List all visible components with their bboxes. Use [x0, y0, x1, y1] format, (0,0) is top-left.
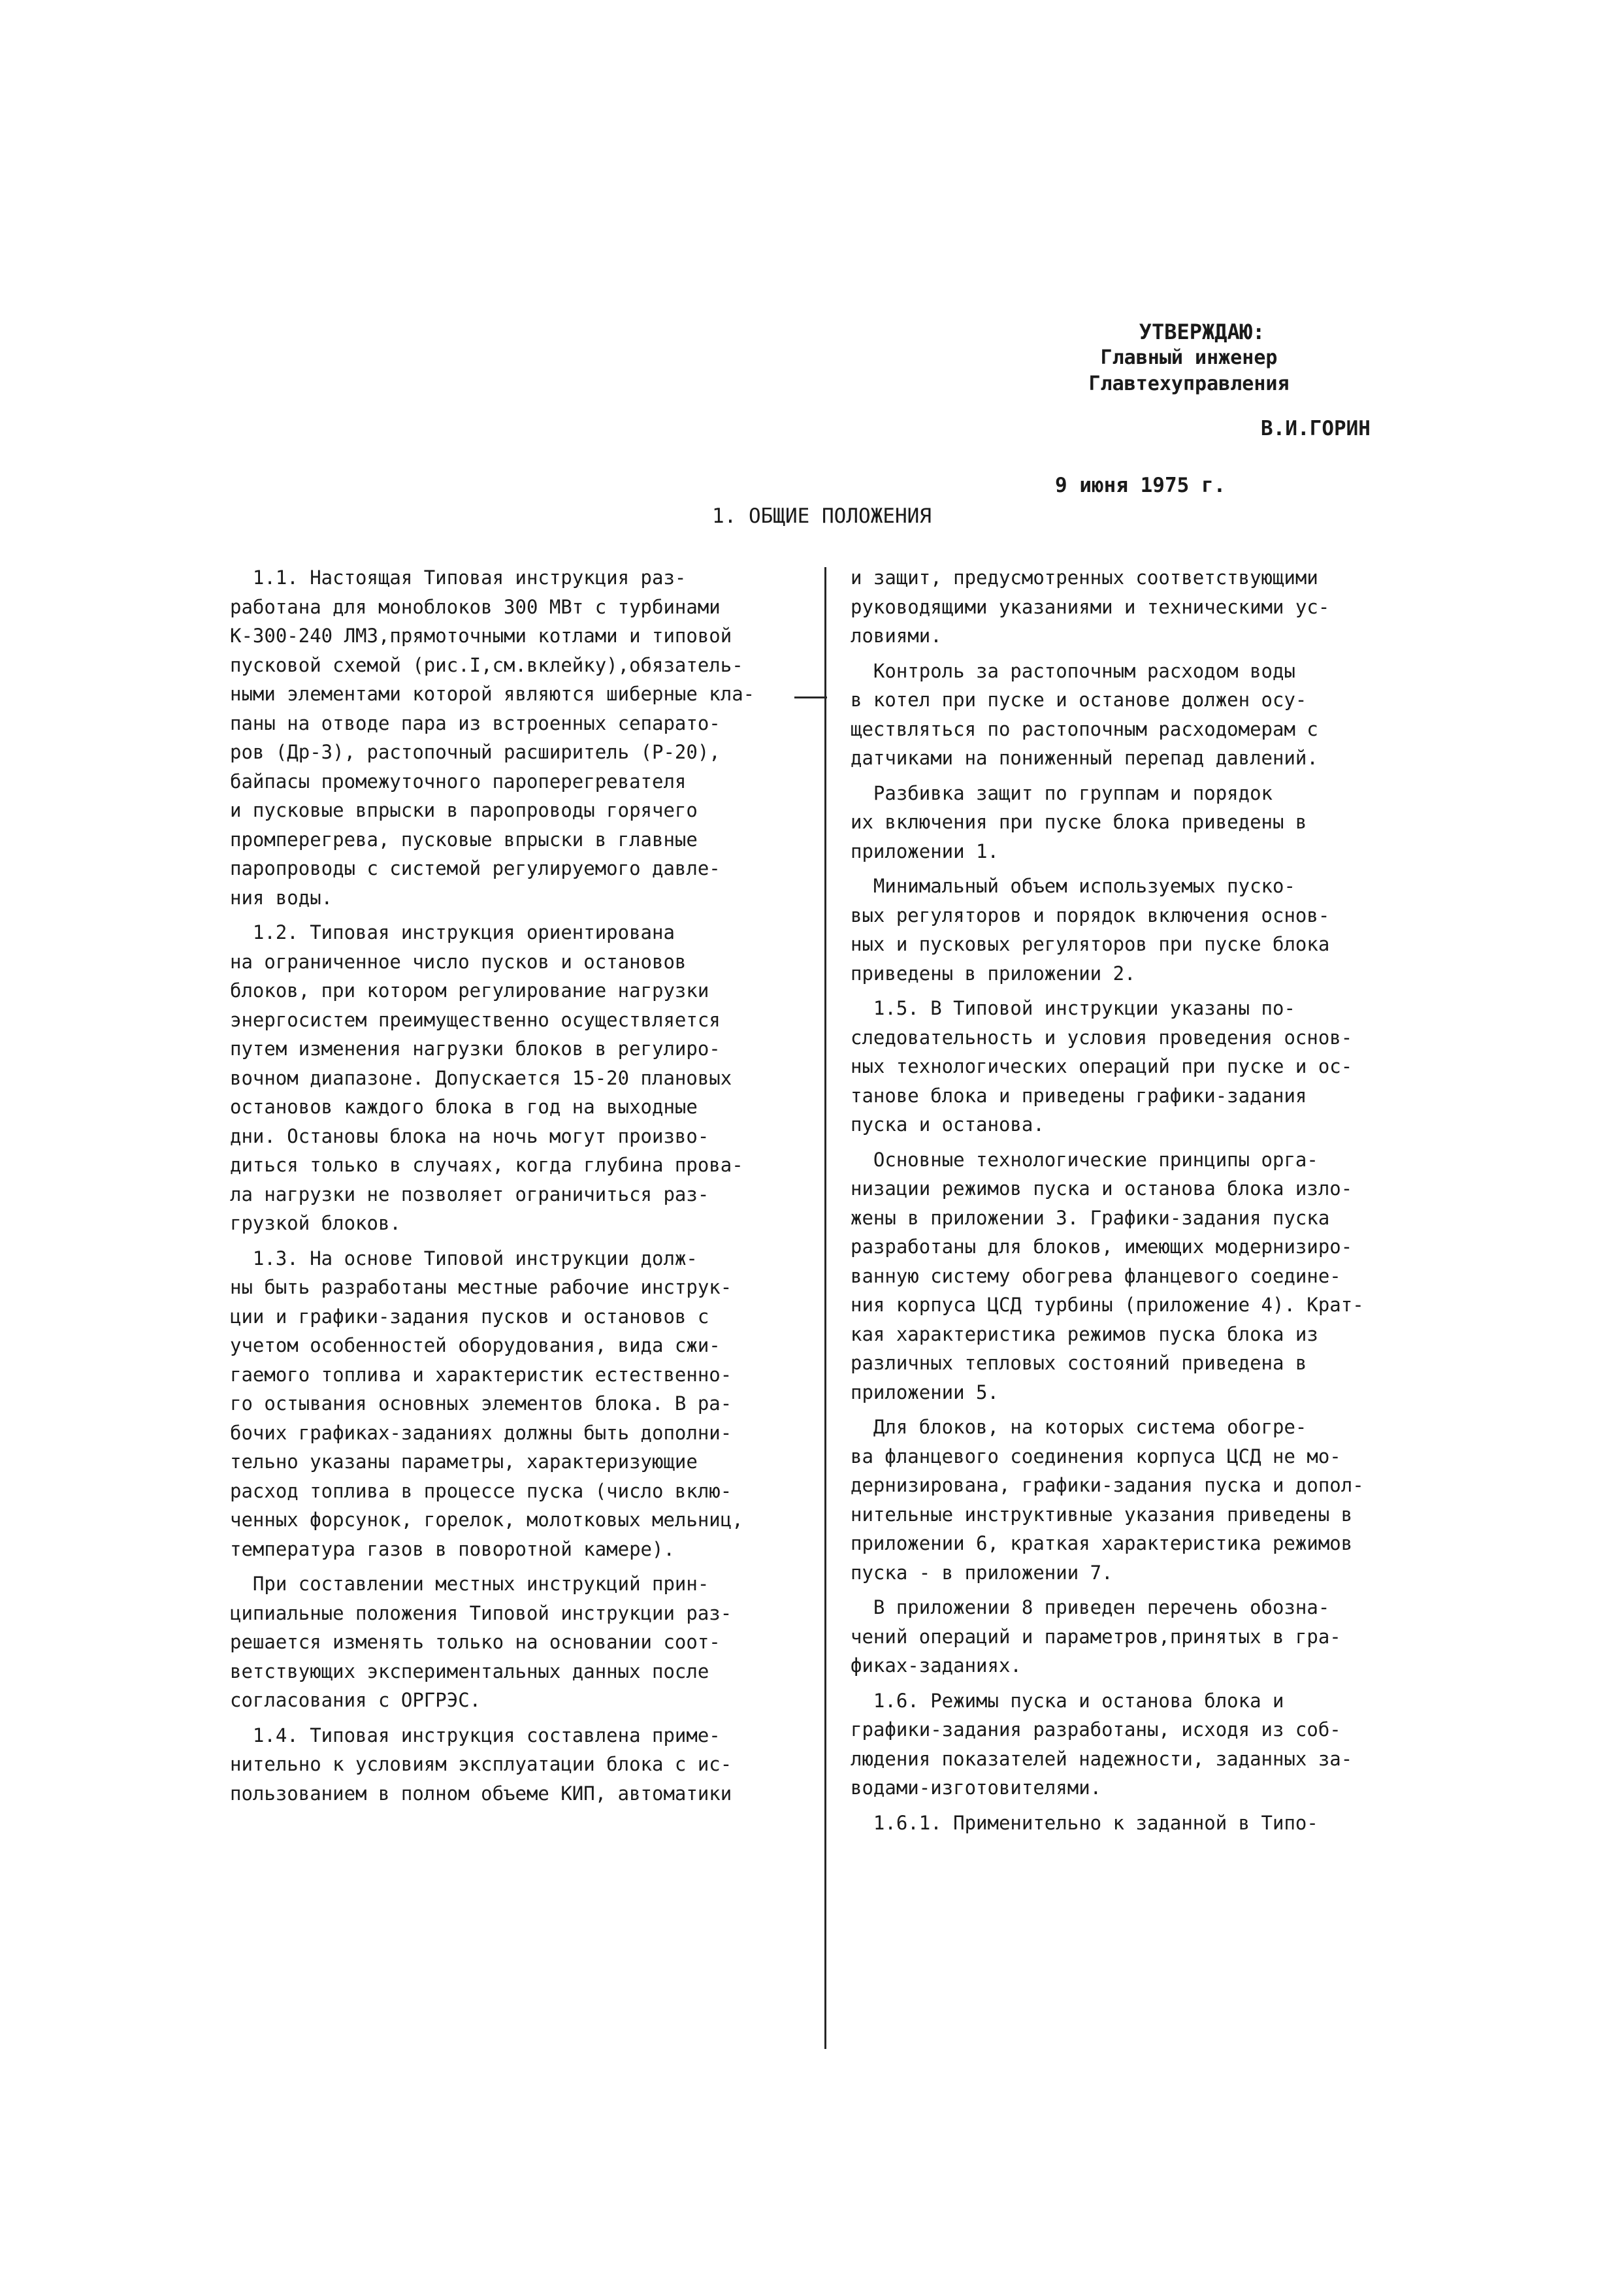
- text-line: пусковой схемой (рис.I,см.вклейку),обязатель-: [230, 653, 743, 676]
- text-line: температура газов в поворотной камере).: [230, 1537, 675, 1560]
- text-line: приведены в приложении 2.: [851, 962, 1136, 985]
- text-line: энергосистем преимущественно осуществляется: [230, 1008, 721, 1031]
- paragraph-gap: [851, 1587, 1425, 1593]
- paragraph-gap: [851, 1407, 1425, 1413]
- text-line: Контроль за растопочным расходом воды: [851, 659, 1295, 682]
- text-line: фиках-заданиях.: [851, 1654, 1022, 1677]
- paragraph-gap: [851, 1680, 1425, 1686]
- text-line: разработаны для блоков, имеющих модернизиро-: [851, 1236, 1353, 1258]
- text-line: ченных форсунок, горелок, молотковых мельниц,: [230, 1509, 743, 1531]
- paragraph-gap: [851, 1139, 1425, 1145]
- text-line: дни. Остановы блока на ночь могут произво-: [230, 1124, 709, 1147]
- text-line: В приложении 8 приведен перечень обозна-: [851, 1596, 1330, 1618]
- text-line: ции и графики-задания пусков и остановов с: [230, 1305, 709, 1328]
- text-line: приложении 5.: [851, 1381, 999, 1403]
- text-line: Минимальный объем используемых пуско-: [851, 875, 1295, 897]
- text-line: ловиями.: [851, 625, 942, 647]
- text-line: паны на отводе пара из встроенных сепарато-: [230, 712, 721, 734]
- text-line: датчиками на пониженный перепад давлений.: [851, 747, 1318, 769]
- text-line: приложении 1.: [851, 840, 999, 862]
- right-text-column: [851, 563, 1425, 1837]
- text-line: пуска - в приложении 7.: [851, 1561, 1113, 1584]
- text-line: ния корпуса ЦСД турбины (приложение 4). Крат-: [851, 1294, 1364, 1316]
- text-line: и пусковые впрыски в паропроводы горячего: [230, 799, 698, 821]
- text-line: различных тепловых состояний приведена в: [851, 1352, 1307, 1374]
- paragraph-gap: [851, 988, 1425, 994]
- text-line: пуска и останова.: [851, 1113, 1045, 1136]
- paragraph-gap: [851, 1803, 1425, 1809]
- text-line: кая характеристика режимов пуска блока из: [851, 1322, 1318, 1345]
- text-line: 1.4. Типовая инструкция составлена приме-: [230, 1724, 721, 1746]
- text-line: приложении 6, краткая характеристика режимов: [851, 1532, 1353, 1554]
- text-line: ципиальные положения Типовой инструкции раз-: [230, 1601, 732, 1624]
- approval-block: [980, 319, 1398, 397]
- text-line: Для блоков, на которых система обогре-: [851, 1416, 1307, 1438]
- text-line: решается изменять только на основании соот-: [230, 1631, 721, 1653]
- approval-date: 9 июня 1975 г.: [1055, 474, 1226, 497]
- text-line: ществляться по растопочным расходомерам с: [851, 717, 1318, 740]
- text-line: ванную систему обогрева фланцевого соедине-: [851, 1264, 1341, 1287]
- paragraph-gap: [230, 1564, 805, 1569]
- text-line: следовательность и условия проведения основ-: [851, 1026, 1353, 1049]
- text-line: промперегрева, пусковые впрыски в главные: [230, 828, 698, 851]
- paragraph-gap: [230, 1238, 805, 1244]
- text-line: ва фланцевого соединения корпуса ЦСД не мо-: [851, 1445, 1341, 1467]
- text-line: чений операций и параметров,принятых в гра-: [851, 1625, 1341, 1648]
- text-line: ветствующих экспериментальных данных после: [230, 1660, 709, 1682]
- text-line: 1.6. Режимы пуска и останова блока и: [851, 1689, 1284, 1712]
- text-line: графики-задания разработаны, исходя из соб-: [851, 1718, 1341, 1741]
- text-line: пользованием в полном объеме КИП, автоматики: [230, 1782, 732, 1805]
- text-line: гаемого топлива и характеристик естественно-: [230, 1363, 732, 1386]
- text-line: ла нагрузки не позволяет ограничиться раз-: [230, 1183, 709, 1205]
- text-line: руководящими указаниями и техническими ус-: [851, 595, 1330, 618]
- text-line: тельно указаны параметры, характеризующие: [230, 1450, 698, 1473]
- text-line: ров (Др-3), растопочный расширитель (Р-20),: [230, 741, 721, 763]
- text-line: вых регуляторов и порядок включения основ-: [851, 904, 1330, 926]
- text-line: танове блока и приведены графики-задания: [851, 1084, 1307, 1107]
- text-line: 1.1. Настоящая Типовая инструкция раз-: [230, 566, 687, 589]
- text-line: бочих графиках-заданиях должны быть дополни-: [230, 1421, 732, 1444]
- text-line: расход топлива в процессе пуска (число вклю-: [230, 1479, 732, 1502]
- section-title: 1. ОБЩИЕ ПОЛОЖЕНИЯ: [712, 504, 932, 528]
- text-line: ными элементами которой являются шиберные кла-: [230, 683, 755, 705]
- approver-position-1: Главный инженер: [1100, 346, 1278, 369]
- text-line: ных и пусковых регуляторов при пуске блока: [851, 933, 1330, 955]
- text-line: ных технологических операций при пуске и ос-: [851, 1055, 1353, 1077]
- text-line: в котел при пуске и останове должен осу-: [851, 689, 1307, 711]
- text-line: путем изменения нагрузки блоков в регулиро-: [230, 1038, 721, 1060]
- text-line: остановов каждого блока в год на выходные: [230, 1096, 698, 1118]
- signatory-name: В.И.ГОРИН: [1261, 417, 1371, 440]
- text-line: 1.2. Типовая инструкция ориентирована: [230, 921, 675, 943]
- text-line: При составлении местных инструкций прин-: [230, 1573, 709, 1595]
- text-line: вочном диапазоне. Допускается 15-20 плановых: [230, 1066, 732, 1089]
- text-line: людения показателей надежности, заданных за-: [851, 1747, 1353, 1770]
- text-line: жены в приложении 3. Графики-задания пуска: [851, 1206, 1330, 1229]
- text-line: диться только в случаях, когда глубина прова-: [230, 1154, 743, 1176]
- text-line: 1.5. В Типовой инструкции указаны по-: [851, 997, 1295, 1019]
- text-line: нительные инструктивные указания приведены в: [851, 1503, 1353, 1526]
- text-line: байпасы промежуточного пароперегревателя: [230, 770, 687, 793]
- approver-position-2: Главтехуправления: [1088, 372, 1290, 395]
- text-line: ны быть разработаны местные рабочие инструк-: [230, 1276, 732, 1298]
- column-divider: [824, 567, 826, 2049]
- text-line: паропроводы с системой регулируемого давле-: [230, 857, 721, 879]
- paragraph-gap: [851, 773, 1425, 779]
- text-line: на ограниченное число пусков и остановов: [230, 950, 687, 973]
- text-line: низации режимов пуска и останова блока изло-: [851, 1177, 1353, 1200]
- text-line: блоков, при котором регулирование нагрузки: [230, 979, 709, 1002]
- text-line: работана для моноблоков 300 МВт с турбинами: [230, 595, 721, 618]
- divider-tick-mark: [794, 696, 827, 698]
- text-line: Основные технологические принципы орга-: [851, 1148, 1318, 1171]
- text-line: го остывания основных элементов блока. В ра-: [230, 1392, 732, 1415]
- text-line: учетом особенностей оборудования, вида сжи-: [230, 1334, 721, 1356]
- approval-title: УТВЕРЖДАЮ:: [1139, 320, 1265, 344]
- text-line: нительно к условиям эксплуатации блока с ис-: [230, 1753, 732, 1775]
- paragraph-gap: [230, 912, 805, 918]
- text-line: водами-изготовителями.: [851, 1777, 1102, 1799]
- text-line: и защит, предусмотренных соответствующими: [851, 566, 1318, 589]
- text-line: Разбивка защит по группам и порядок: [851, 781, 1273, 804]
- text-line: 1.3. На основе Типовой инструкции долж-: [230, 1247, 698, 1270]
- text-line: 1.6.1. Применительно к заданной в Типо-: [851, 1811, 1318, 1834]
- paragraph-gap: [230, 1715, 805, 1721]
- paragraph-gap: [851, 866, 1425, 872]
- text-line: грузкой блоков.: [230, 1212, 401, 1234]
- left-text-column: [230, 563, 805, 1808]
- text-line: К-300-240 ЛМЗ,прямоточными котлами и типовой: [230, 625, 732, 647]
- text-line: дернизирована, графики-задания пуска и допол-: [851, 1474, 1364, 1496]
- paragraph-gap: [851, 651, 1425, 657]
- text-line: согласования с ОРГРЭС.: [230, 1689, 481, 1711]
- text-line: их включения при пуске блока приведены в: [851, 811, 1307, 833]
- text-line: ния воды.: [230, 886, 333, 909]
